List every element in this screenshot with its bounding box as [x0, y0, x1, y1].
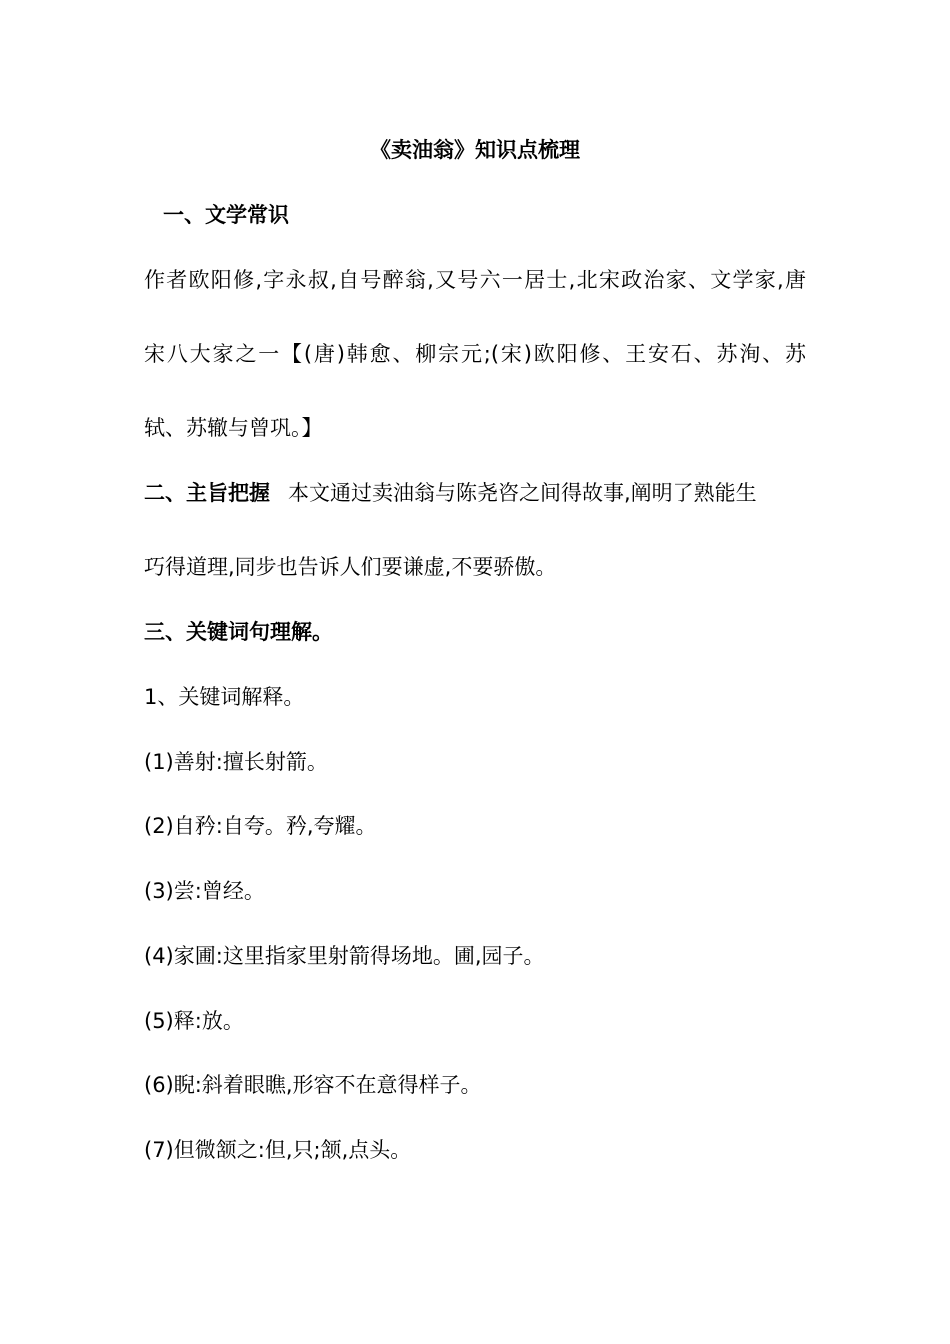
section-heading-theme: 二、主旨把握 — [144, 481, 270, 505]
list-item: (1)善射:擅长射箭。 — [144, 750, 328, 774]
theme-text: 本文通过卖油翁与陈尧咨之间得故事,阐明了熟能生 — [288, 481, 757, 505]
section-heading-literary: 一、文学常识 — [163, 203, 289, 227]
theme-paragraph-first-line — [144, 478, 757, 508]
list-item: (3)尝:曾经。 — [144, 879, 265, 903]
paragraph-line: 作者欧阳修,字永叔,自号醉翁,又号六一居士,北宋政治家、文学家,唐 — [144, 268, 806, 292]
paragraph-line: 轼、苏辙与曾巩。】 — [144, 416, 323, 440]
list-item: (4)家圃:这里指家里射箭得场地。圃,园子。 — [144, 944, 545, 968]
subheading-keyword-explanation: 1、关键词解释。 — [144, 685, 305, 709]
section-heading-keywords: 三、关键词句理解。 — [144, 620, 333, 644]
list-item: (6)睨:斜着眼瞧,形容不在意得样子。 — [144, 1073, 482, 1097]
list-item: (2)自矜:自夸。矜,夸耀。 — [144, 814, 377, 838]
list-item: (5)释:放。 — [144, 1009, 244, 1033]
list-item: (7)但微颔之:但,只;颔,点头。 — [144, 1138, 412, 1162]
paragraph-line: 宋八大家之一【(唐)韩愈、柳宗元;(宋)欧阳修、王安石、苏洵、苏 — [144, 342, 806, 366]
document-title: 《卖油翁》知识点梳理 — [370, 138, 580, 162]
paragraph-line: 巧得道理,同步也告诉人们要谦虚,不要骄傲。 — [144, 555, 557, 579]
